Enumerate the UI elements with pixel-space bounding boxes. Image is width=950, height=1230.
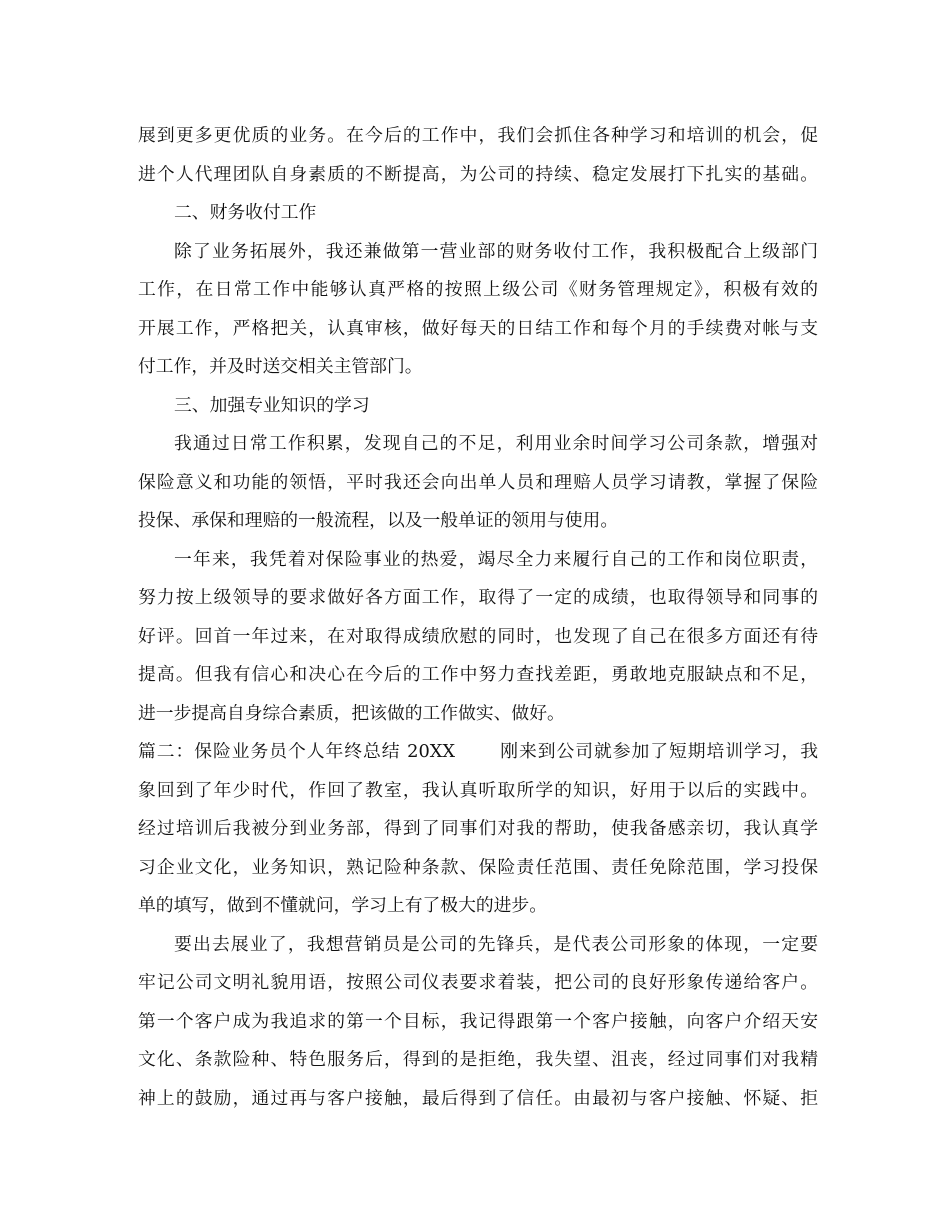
article-title-line: 篇二：保险业务员个人年终总结 20XX 刚来到公司就参加了短期培训学习，我 <box>138 741 818 762</box>
text-line: 好评。回首一年过来，在对取得成绩欣慰的同时，也发现了自己在很多方面还有待 <box>138 625 818 647</box>
text-line: 进一步提高自身综合素质，把该做的工作做实、做好。 <box>138 702 565 724</box>
text-line: 我通过日常工作积累，发现自己的不足，利用业余时间学习公司条款，增强对 <box>174 433 818 454</box>
text-line: 要出去展业了，我想营销员是公司的先锋兵，是代表公司形象的体现，一定要 <box>174 933 818 955</box>
text-line: 单的填写，做到不懂就问，学习上有了极大的进步。 <box>138 895 547 916</box>
text-line: 牢记公司文明礼貌用语，按照公司仪表要求着装，把公司的良好形象传递给客户。 <box>138 972 818 993</box>
text-line: 文化、条款险种、特色服务后，得到的是拒绝，我失望、沮丧，经过同事们对我精 <box>138 1049 818 1070</box>
text-line: 习企业文化，业务知识，熟记险种条款、保险责任范围、责任免除范围，学习投保 <box>138 856 818 878</box>
text-line: 经过培训后我被分到业务部，得到了同事们对我的帮助，使我备感亲切，我认真学 <box>138 818 818 839</box>
text-line: 第一个客户成为我追求的第一个目标，我记得跟第一个客户接触，向客户介绍天安 <box>138 1010 818 1032</box>
text-line: 进个人代理团队自身素质的不断提高，为公司的持续、稳定发展打下扎实的基础。 <box>138 163 818 185</box>
text-line: 保险意义和功能的领悟，平时我还会向出单人员和理赔人员学习请教，掌握了保险 <box>138 471 818 493</box>
text-line: 除了业务拓展外，我还兼做第一营业部的财务收付工作，我积极配合上级部门 <box>174 240 818 262</box>
text-line: 展到更多更优质的业务。在今后的工作中，我们会抓住各种学习和培训的机会，促 <box>138 125 818 146</box>
section-heading: 三、加强专业知识的学习 <box>174 394 370 416</box>
text-line: 开展工作，严格把关，认真审核，做好每天的日结工作和每个月的手续费对帐与支 <box>138 317 818 339</box>
text-line: 象回到了年少时代，作回了教室，我认真听取所学的知识，好用于以后的实践中。 <box>138 779 818 801</box>
document-body <box>138 117 818 1118</box>
text-line: 神上的鼓励，通过再与客户接触，最后得到了信任。由最初与客户接触、怀疑、拒 <box>138 1087 818 1109</box>
section-heading: 二、财务收付工作 <box>174 202 317 223</box>
text-line: 投保、承保和理赔的一般流程，以及一般单证的领用与使用。 <box>138 510 619 531</box>
text-line: 努力按上级领导的要求做好各方面工作，取得了一定的成绩，也取得领导和同事的 <box>138 587 818 608</box>
text-line: 一年来，我凭着对保险事业的热爱，竭尽全力来履行自己的工作和岗位职责， <box>174 548 818 570</box>
text-line: 提高。但我有信心和决心在今后的工作中努力查找差距，勇敢地克服缺点和不足， <box>138 664 818 685</box>
text-line: 工作，在日常工作中能够认真严格的按照上级公司《财务管理规定》，积极有效的 <box>138 279 818 300</box>
text-line: 付工作，并及时送交相关主管部门。 <box>138 356 423 377</box>
